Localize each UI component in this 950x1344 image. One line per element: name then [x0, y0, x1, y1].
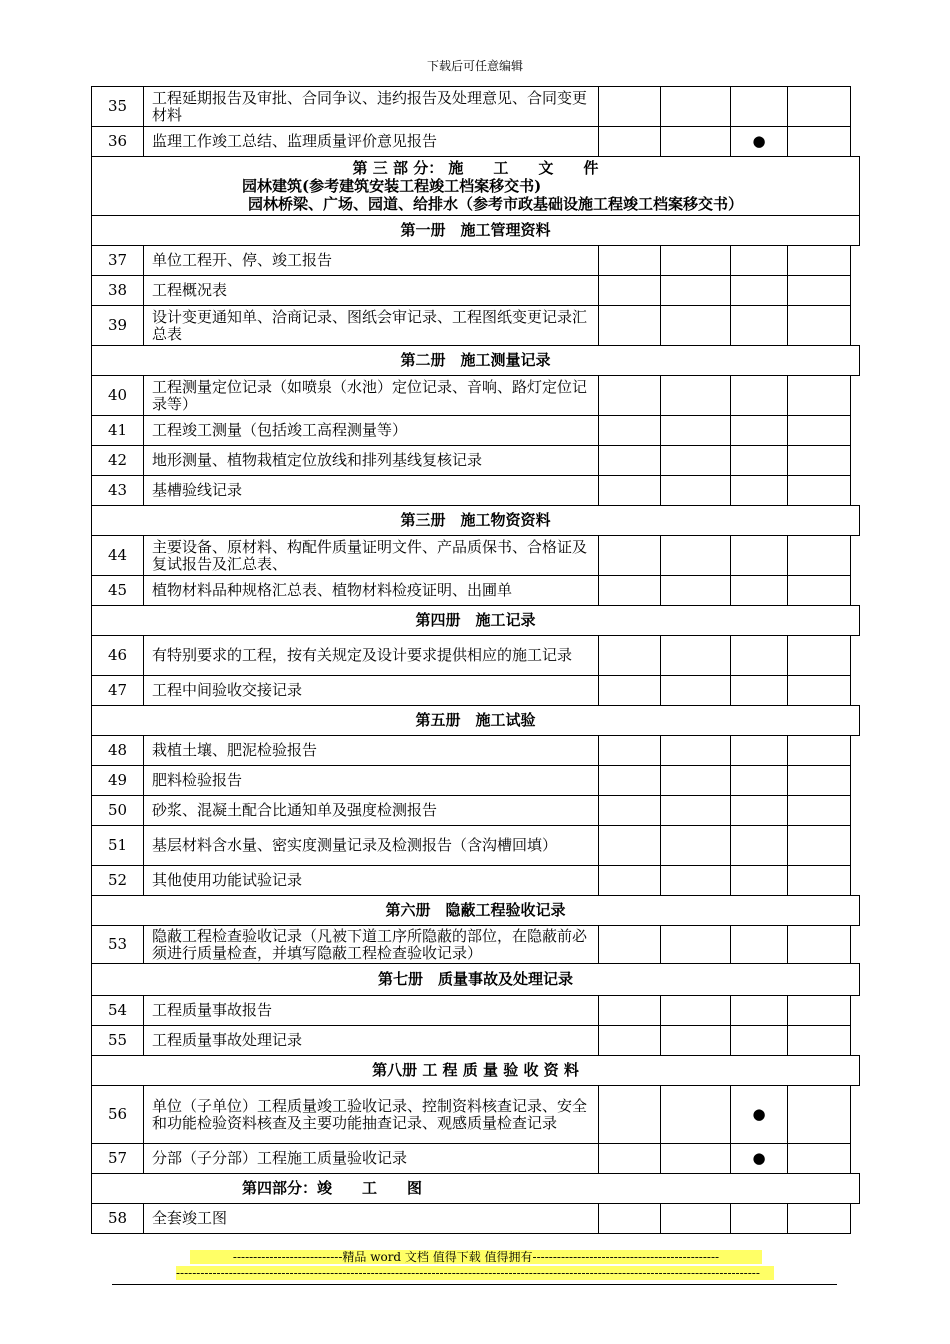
table-row: [92, 996, 860, 1026]
empty-cell: [661, 576, 731, 606]
section-header-row: [92, 346, 860, 376]
empty-cell: [788, 446, 851, 476]
empty-cell: [788, 476, 851, 506]
empty-cell: [788, 246, 851, 276]
row-mark: [731, 536, 788, 576]
table-row: [92, 1086, 860, 1144]
empty-cell: [599, 376, 661, 416]
row-number: 38: [92, 276, 144, 306]
row-mark: [731, 676, 788, 706]
row-description: 工程质量事故报告: [144, 996, 599, 1026]
row-number: 58: [92, 1204, 144, 1234]
row-description: 分部（子分部）工程施工质量验收记录: [144, 1144, 599, 1174]
row-mark: [731, 796, 788, 826]
spacer-cell: [851, 536, 860, 576]
part-header-line: 园林建筑(参考建筑安装工程竣工档案移交书): [242, 177, 542, 195]
row-number: 42: [92, 446, 144, 476]
empty-cell: [599, 866, 661, 896]
spacer-cell: [851, 87, 860, 127]
empty-cell: [661, 736, 731, 766]
row-description: 单位工程开、停、竣工报告: [144, 246, 599, 276]
table-row: [92, 866, 860, 896]
empty-cell: [599, 826, 661, 866]
row-description: 基槽验线记录: [144, 476, 599, 506]
table-row: [92, 796, 860, 826]
table-row: [92, 476, 860, 506]
section-header-row: [92, 606, 860, 636]
row-mark: [731, 866, 788, 896]
empty-cell: [788, 576, 851, 606]
spacer-cell: [851, 576, 860, 606]
row-number: 45: [92, 576, 144, 606]
empty-cell: [599, 276, 661, 306]
empty-cell: [599, 1144, 661, 1174]
spacer-cell: [851, 246, 860, 276]
section-title: 第七册 质量事故及处理记录: [92, 964, 860, 996]
section-title: 第五册 施工试验: [92, 706, 860, 736]
empty-cell: [599, 306, 661, 346]
section-header-row: [92, 896, 860, 926]
empty-cell: [788, 87, 851, 127]
row-mark: [731, 1204, 788, 1234]
table-row: [92, 127, 860, 157]
table-row: [92, 416, 860, 446]
section-title: 第八册 工 程 质 量 验 收 资 料: [92, 1056, 860, 1086]
row-description: 监理工作竣工总结、监理质量评价意见报告: [144, 127, 599, 157]
table-row: [92, 446, 860, 476]
row-mark: [731, 476, 788, 506]
section-header-row: [92, 706, 860, 736]
row-description: 工程概况表: [144, 276, 599, 306]
empty-cell: [599, 446, 661, 476]
table-row: [92, 1026, 860, 1056]
table-row: [92, 676, 860, 706]
part-header-line: 园林桥梁、广场、园道、给排水（参考市政基础设施工程竣工档案移交书）: [248, 195, 744, 213]
row-number: 46: [92, 636, 144, 676]
row-mark: [731, 276, 788, 306]
spacer-cell: [851, 676, 860, 706]
spacer-cell: [851, 636, 860, 676]
row-mark: [731, 306, 788, 346]
empty-cell: [661, 416, 731, 446]
empty-cell: [661, 276, 731, 306]
section-title: 第六册 隐蔽工程验收记录: [92, 896, 860, 926]
row-description: 其他使用功能试验记录: [144, 866, 599, 896]
row-mark: [731, 636, 788, 676]
empty-cell: [599, 676, 661, 706]
spacer-cell: [851, 306, 860, 346]
empty-cell: [599, 246, 661, 276]
empty-cell: [788, 1026, 851, 1056]
empty-cell: [599, 996, 661, 1026]
empty-cell: [599, 796, 661, 826]
empty-cell: [661, 1026, 731, 1056]
section-header-row: [92, 506, 860, 536]
section-title: 第四册 施工记录: [92, 606, 860, 636]
empty-cell: [788, 766, 851, 796]
section-header-row: [92, 1174, 860, 1204]
empty-cell: [661, 866, 731, 896]
row-number: 41: [92, 416, 144, 446]
row-number: 40: [92, 376, 144, 416]
row-description: 工程测量定位记录（如喷泉（水池）定位记录、音响、路灯定位记录等）: [144, 376, 599, 416]
empty-cell: [788, 996, 851, 1026]
empty-cell: [788, 416, 851, 446]
row-description: 基层材料含水量、密实度测量记录及检测报告（含沟槽回填）: [144, 826, 599, 866]
row-description: 全套竣工图: [144, 1204, 599, 1234]
row-number: 36: [92, 127, 144, 157]
row-number: 35: [92, 87, 144, 127]
row-description: 隐蔽工程检查验收记录（凡被下道工序所隐蔽的部位，在隐蔽前必须进行质量检查，并填写隐蔽工程检查验收记录）: [144, 926, 599, 964]
table-row: [92, 246, 860, 276]
empty-cell: [788, 1086, 851, 1144]
empty-cell: [599, 1086, 661, 1144]
section-header-row: [92, 964, 860, 996]
empty-cell: [661, 306, 731, 346]
row-number: 56: [92, 1086, 144, 1144]
row-number: 51: [92, 826, 144, 866]
row-description: 砂浆、混凝土配合比通知单及强度检测报告: [144, 796, 599, 826]
empty-cell: [599, 416, 661, 446]
row-mark: ●: [731, 1144, 788, 1174]
row-mark: [731, 926, 788, 964]
row-description: 工程延期报告及审批、合同争议、违约报告及处理意见、合同变更材料: [144, 87, 599, 127]
table-row: [92, 1204, 860, 1234]
empty-cell: [661, 376, 731, 416]
empty-cell: [661, 1204, 731, 1234]
row-number: 44: [92, 536, 144, 576]
row-mark: [731, 246, 788, 276]
empty-cell: [661, 87, 731, 127]
part-header: [92, 157, 860, 216]
row-number: 53: [92, 926, 144, 964]
table-row: [92, 306, 860, 346]
empty-cell: [599, 536, 661, 576]
empty-cell: [788, 676, 851, 706]
header-note: 下载后可任意编辑: [426, 59, 523, 73]
row-mark: [731, 1026, 788, 1056]
empty-cell: [661, 246, 731, 276]
row-description: 设计变更通知单、洽商记录、图纸会审记录、工程图纸变更记录汇总表: [144, 306, 599, 346]
row-description: 主要设备、原材料、构配件质量证明文件、产品质保书、合格证及复试报告及汇总表、: [144, 536, 599, 576]
empty-cell: [788, 736, 851, 766]
table-row: [92, 536, 860, 576]
empty-cell: [599, 636, 661, 676]
row-description: 栽植土壤、肥泥检验报告: [144, 736, 599, 766]
section-header-row: [92, 1056, 860, 1086]
empty-cell: [788, 306, 851, 346]
row-number: 39: [92, 306, 144, 346]
empty-cell: [661, 826, 731, 866]
spacer-cell: [851, 1026, 860, 1056]
spacer-cell: [851, 127, 860, 157]
empty-cell: [661, 476, 731, 506]
table-row: [92, 636, 860, 676]
empty-cell: [599, 1204, 661, 1234]
section-title: 第三册 施工物资资料: [92, 506, 860, 536]
row-number: 43: [92, 476, 144, 506]
empty-cell: [788, 536, 851, 576]
spacer-cell: [851, 866, 860, 896]
empty-cell: [788, 276, 851, 306]
footer-banner-line2: ------------------------------------------------------------------------------------------------------------------------------------------------: [176, 1266, 774, 1280]
spacer-cell: [851, 736, 860, 766]
row-mark: [731, 87, 788, 127]
row-number: 48: [92, 736, 144, 766]
spacer-cell: [851, 416, 860, 446]
empty-cell: [788, 926, 851, 964]
empty-cell: [788, 127, 851, 157]
section-title: 第一册 施工管理资料: [92, 216, 860, 246]
row-number: 50: [92, 796, 144, 826]
section-title: 第四部分：竣 工 图: [92, 1174, 860, 1204]
spacer-cell: [851, 926, 860, 964]
row-description: 工程竣工测量（包括竣工高程测量等）: [144, 416, 599, 446]
row-mark: [731, 576, 788, 606]
row-number: 47: [92, 676, 144, 706]
table-row: [92, 576, 860, 606]
empty-cell: [661, 1144, 731, 1174]
empty-cell: [788, 796, 851, 826]
table-row: [92, 926, 860, 964]
table-row: [92, 376, 860, 416]
empty-cell: [661, 996, 731, 1026]
row-mark: [731, 736, 788, 766]
row-description: 单位（子单位）工程质量竣工验收记录、控制资料核查记录、安全和功能检验资料核查及主要功能抽查记录、观感质量检查记录: [144, 1086, 599, 1144]
row-mark: [731, 996, 788, 1026]
table-row: [92, 276, 860, 306]
table-row: [92, 1144, 860, 1174]
empty-cell: [788, 1144, 851, 1174]
empty-cell: [599, 576, 661, 606]
empty-cell: [599, 1026, 661, 1056]
empty-cell: [788, 866, 851, 896]
row-number: 57: [92, 1144, 144, 1174]
row-description: 有特别要求的工程，按有关规定及设计要求提供相应的施工记录: [144, 636, 599, 676]
footer-banner-line1: ---------------------------精品 word 文档 值得下载 值得拥有----------------------------------------------: [190, 1250, 762, 1264]
row-number: 49: [92, 766, 144, 796]
empty-cell: [599, 476, 661, 506]
row-mark: ●: [731, 1086, 788, 1144]
empty-cell: [661, 127, 731, 157]
empty-cell: [788, 826, 851, 866]
empty-cell: [599, 766, 661, 796]
empty-cell: [788, 1204, 851, 1234]
table-row: [92, 736, 860, 766]
spacer-cell: [851, 826, 860, 866]
table-row: [92, 766, 860, 796]
row-mark: [731, 416, 788, 446]
spacer-cell: [851, 996, 860, 1026]
row-number: 55: [92, 1026, 144, 1056]
spacer-cell: [851, 276, 860, 306]
empty-cell: [599, 926, 661, 964]
empty-cell: [661, 636, 731, 676]
empty-cell: [661, 446, 731, 476]
row-mark: ●: [731, 127, 788, 157]
section-header-row: [92, 216, 860, 246]
empty-cell: [661, 676, 731, 706]
spacer-cell: [851, 1204, 860, 1234]
spacer-cell: [851, 376, 860, 416]
spacer-cell: [851, 766, 860, 796]
row-mark: [731, 766, 788, 796]
spacer-cell: [851, 1144, 860, 1174]
spacer-cell: [851, 1086, 860, 1144]
row-mark: [731, 446, 788, 476]
row-number: 37: [92, 246, 144, 276]
empty-cell: [661, 796, 731, 826]
row-description: 植物材料品种规格汇总表、植物材料检疫证明、出圃单: [144, 576, 599, 606]
archive-table: [91, 86, 860, 1234]
row-number: 54: [92, 996, 144, 1026]
empty-cell: [599, 736, 661, 766]
row-mark: [731, 826, 788, 866]
table-row: [92, 87, 860, 127]
empty-cell: [661, 536, 731, 576]
spacer-cell: [851, 476, 860, 506]
part-header-line: 第 三 部 分： 施 工 文 件: [352, 159, 599, 177]
row-description: 工程中间验收交接记录: [144, 676, 599, 706]
empty-cell: [661, 766, 731, 796]
footer-divider: [112, 1284, 837, 1285]
row-mark: [731, 376, 788, 416]
spacer-cell: [851, 796, 860, 826]
part-header-row: [92, 157, 860, 216]
table-row: [92, 826, 860, 866]
spacer-cell: [851, 446, 860, 476]
empty-cell: [788, 636, 851, 676]
row-number: 52: [92, 866, 144, 896]
empty-cell: [661, 1086, 731, 1144]
section-title: 第二册 施工测量记录: [92, 346, 860, 376]
empty-cell: [599, 87, 661, 127]
row-description: 工程质量事故处理记录: [144, 1026, 599, 1056]
empty-cell: [599, 127, 661, 157]
empty-cell: [788, 376, 851, 416]
empty-cell: [661, 926, 731, 964]
row-description: 肥料检验报告: [144, 766, 599, 796]
row-description: 地形测量、植物栽植定位放线和排列基线复核记录: [144, 446, 599, 476]
